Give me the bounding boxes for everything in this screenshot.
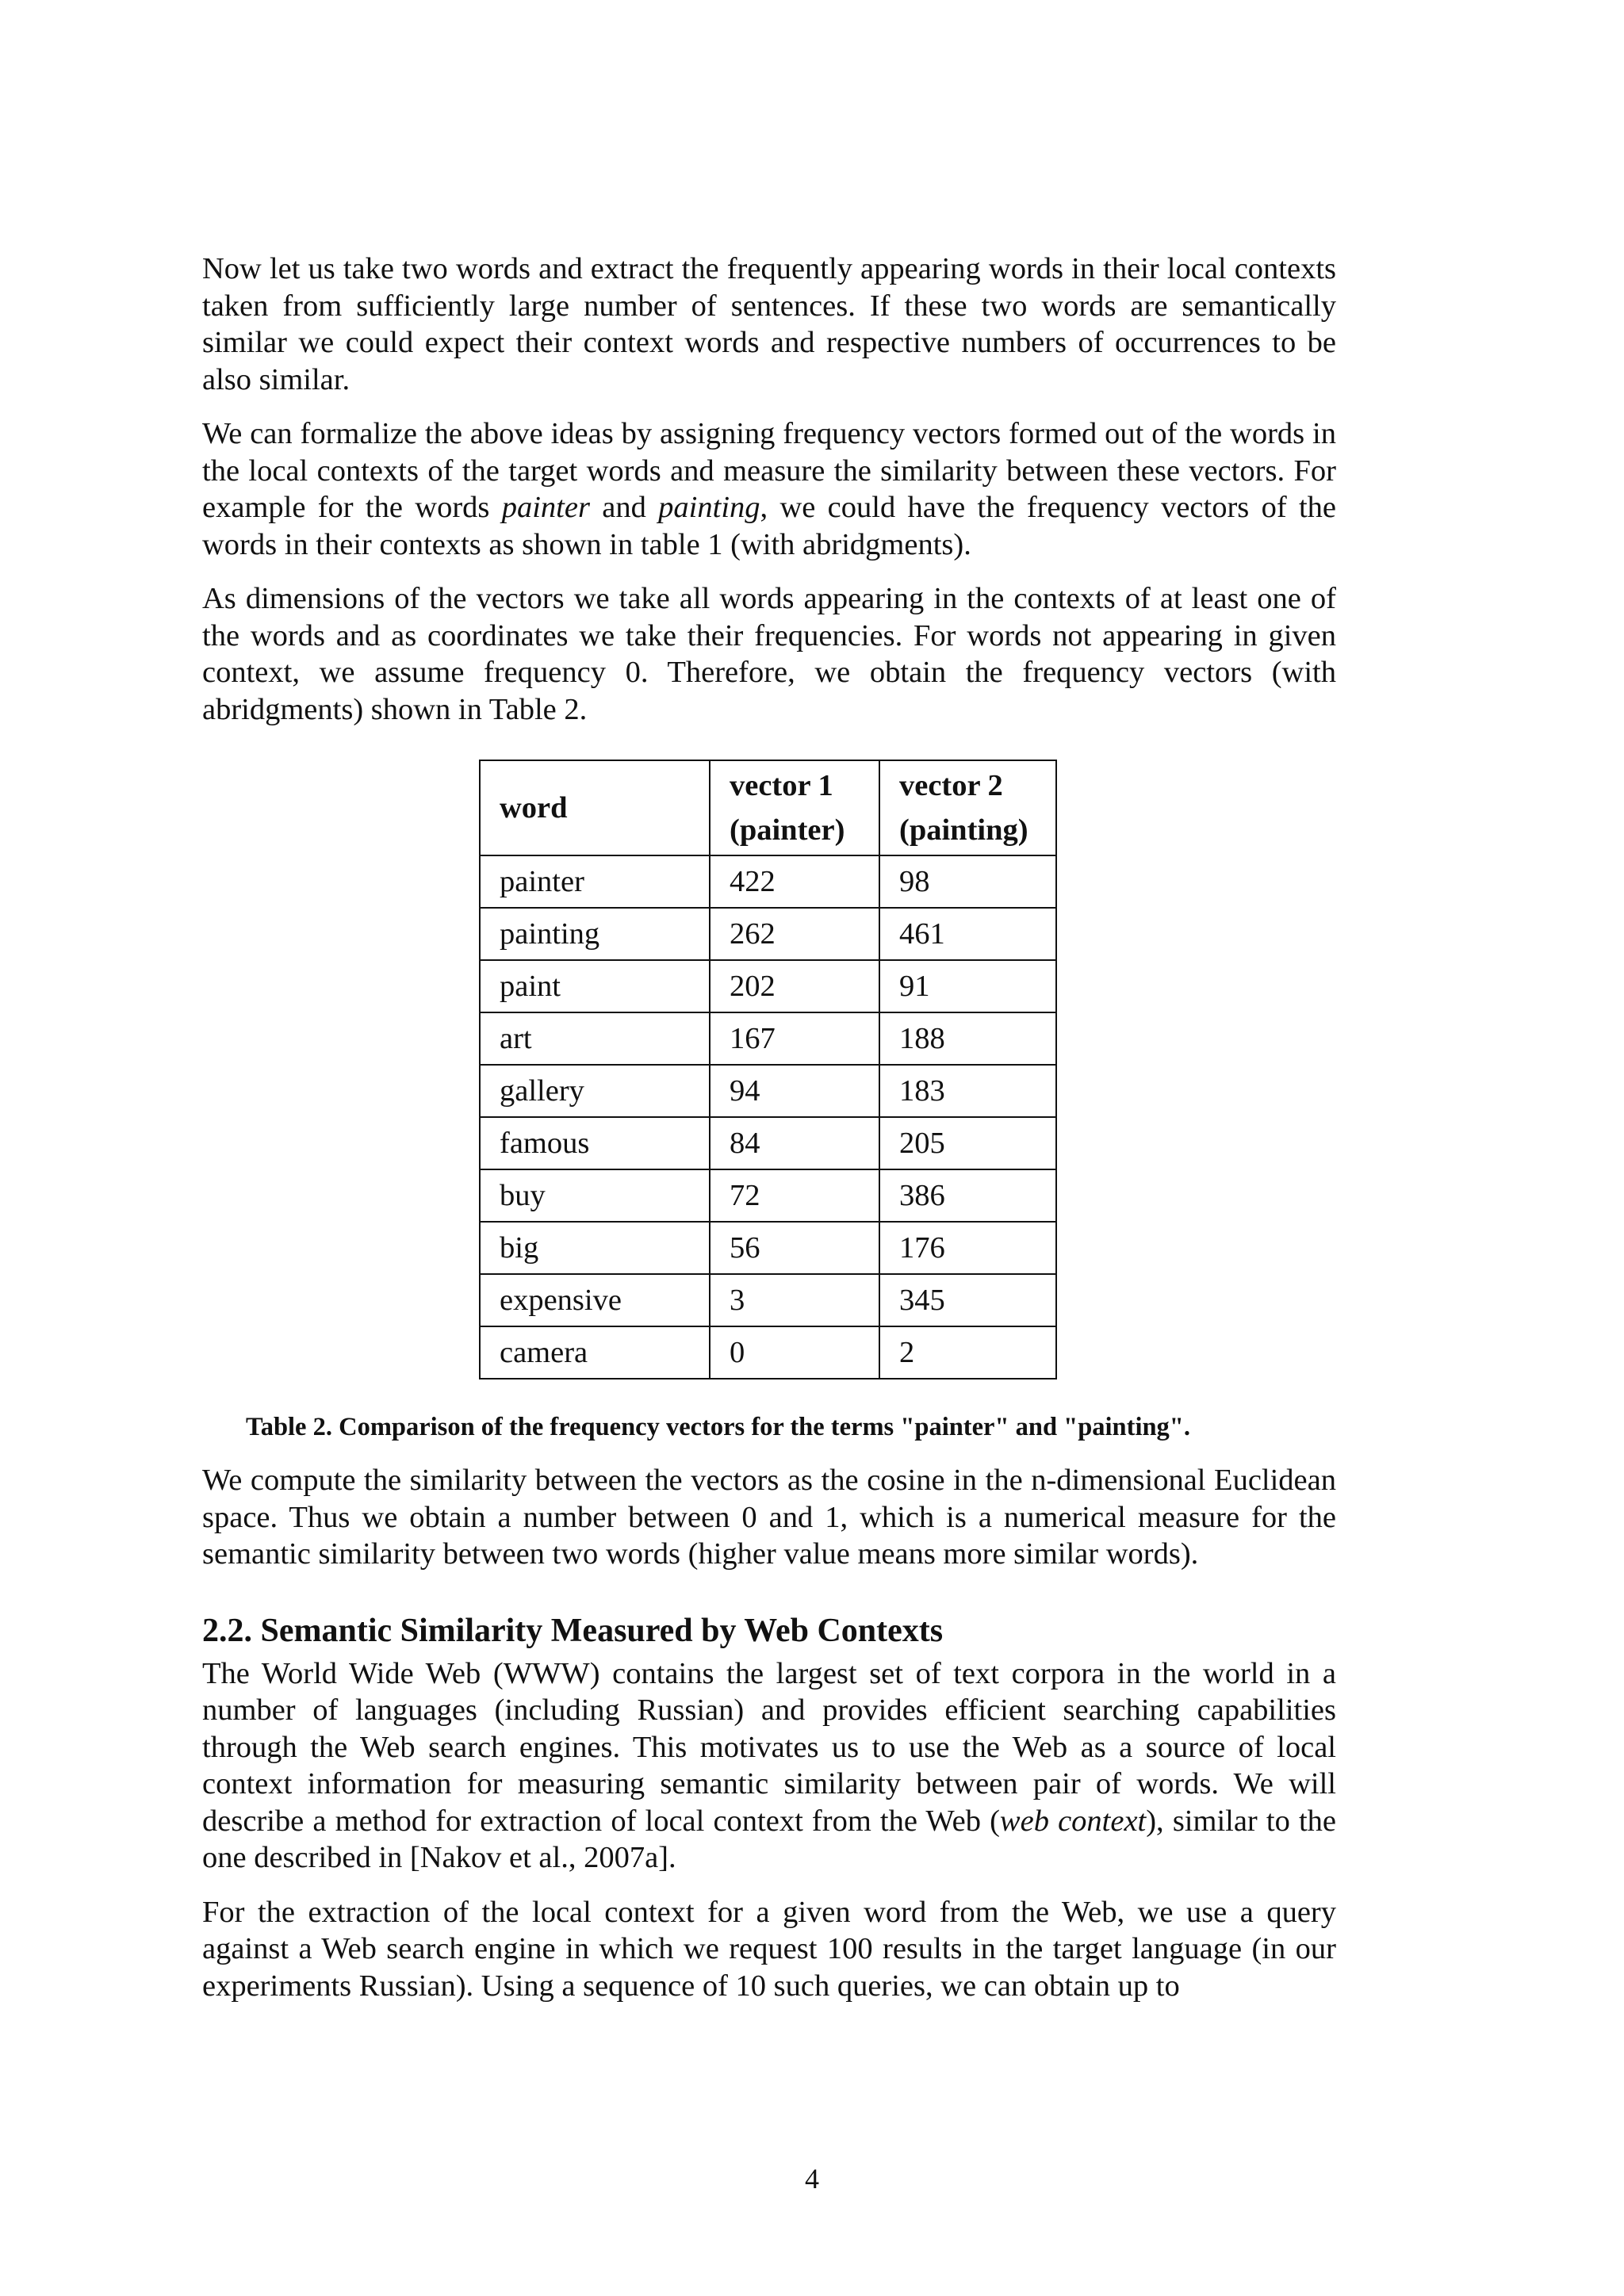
table-row	[480, 1065, 1056, 1117]
table-row	[480, 855, 1056, 908]
cell-vector-1: 56	[710, 1222, 879, 1274]
italic-term: web context	[999, 1804, 1147, 1838]
table-row	[480, 1326, 1056, 1379]
cell-vector-1: 262	[710, 908, 879, 960]
header-vector-2-line2: (painting)	[899, 813, 1028, 847]
paragraph-5	[202, 1655, 1336, 1877]
cell-vector-1: 84	[710, 1117, 879, 1169]
cell-vector-2: 461	[879, 908, 1056, 960]
cell-word: buy	[480, 1169, 710, 1222]
frequency-table-container	[479, 760, 1057, 1380]
cell-vector-2: 183	[879, 1065, 1056, 1117]
text-run: We compute the similarity between the vectors as the cosine in the n-dimensional Euclidean space. Thus we obtain a number between 0 and 1, which is a numerical measure for the semantic similarity between two words (higher value means more similar words).	[202, 1464, 1336, 1571]
table-row	[480, 1169, 1056, 1222]
paragraph-2	[202, 415, 1336, 563]
paragraph-3	[202, 580, 1336, 728]
table-row	[480, 1012, 1056, 1065]
cell-vector-1: 202	[710, 960, 879, 1012]
table-body	[480, 855, 1056, 1379]
cell-word: camera	[480, 1326, 710, 1379]
table-row	[480, 1274, 1056, 1326]
text-run: ), similar to the one described in [Nakov et al., 2007a].	[202, 1804, 1336, 1874]
cell-word: painting	[480, 908, 710, 960]
cell-word: big	[480, 1222, 710, 1274]
page-number: 4	[805, 2163, 819, 2195]
cell-vector-2: 386	[879, 1169, 1056, 1222]
table-row	[480, 960, 1056, 1012]
table-row	[480, 908, 1056, 960]
italic-term: painting	[658, 491, 760, 524]
page-body-top	[202, 251, 1336, 745]
frequency-table	[479, 760, 1057, 1380]
cell-word: famous	[480, 1117, 710, 1169]
cell-word: gallery	[480, 1065, 710, 1117]
cell-vector-1: 422	[710, 855, 879, 908]
section-heading: 2.2. Semantic Similarity Measured by Web Contexts	[202, 1612, 944, 1649]
cell-vector-2: 205	[879, 1117, 1056, 1169]
table-header-row	[480, 760, 1056, 855]
header-word: word	[480, 760, 710, 855]
text-run: We can formalize the above ideas by assigning frequency vectors formed out of the words in the local contexts of the target words and measure the similarity between these vectors. For example for the words	[202, 417, 1336, 524]
text-run: As dimensions of the vectors we take all words appearing in the contexts of at least one of the words and as coordinates we take their frequencies. For words not appearing in given context, we assume frequency 0. Therefore, we obtain the frequency vectors (with abridgments) shown in Table 2.	[202, 582, 1336, 726]
cell-vector-2: 188	[879, 1012, 1056, 1065]
text-run: The World Wide Web (WWW) contains the largest set of text corpora in the world in a number of languages (including Russian) and provides efficient searching capabilities through the Web search engines. This motivates us to use the Web as a source of local context information for measuring semantic similarity between pair of words. We will describe a method for extraction of local context from the Web (	[202, 1656, 1336, 1838]
cell-vector-1: 72	[710, 1169, 879, 1222]
header-vector-1	[710, 760, 879, 855]
italic-term: painter	[501, 491, 590, 524]
header-vector-1-line2: (painter)	[730, 813, 845, 847]
paragraph-4	[202, 1462, 1336, 1573]
paragraph-1	[202, 251, 1336, 398]
header-vector-1-line1: vector 1	[730, 769, 833, 802]
cell-vector-2: 345	[879, 1274, 1056, 1326]
cell-vector-2: 91	[879, 960, 1056, 1012]
header-vector-2	[879, 760, 1056, 855]
cell-vector-2: 176	[879, 1222, 1056, 1274]
cell-word: paint	[480, 960, 710, 1012]
page-body-bottom	[202, 1462, 1336, 2022]
text-run: For the extraction of the local context for a given word from the Web, we use a query against a Web search engine in which we request 100 results in the target language (in our experiments Russian). Using a sequence of 10 such queries, we can obtain up to	[202, 1895, 1336, 2003]
cell-vector-1: 94	[710, 1065, 879, 1117]
table-caption: Table 2. Comparison of the frequency vectors for the terms "painter" and "painting".	[246, 1413, 1190, 1441]
table-row	[480, 1117, 1056, 1169]
text-run: and	[589, 491, 659, 524]
text-run: , we could have the frequency vectors of the words in their contexts as shown in table 1 (with abridgments).	[202, 491, 1337, 561]
cell-word: expensive	[480, 1274, 710, 1326]
cell-word: art	[480, 1012, 710, 1065]
cell-vector-1: 3	[710, 1274, 879, 1326]
header-vector-2-line1: vector 2	[899, 769, 1003, 802]
cell-vector-1: 167	[710, 1012, 879, 1065]
paragraph-6	[202, 1894, 1336, 2005]
cell-vector-1: 0	[710, 1326, 879, 1379]
cell-vector-2: 2	[879, 1326, 1056, 1379]
cell-vector-2: 98	[879, 855, 1056, 908]
text-run: Now let us take two words and extract the frequently appearing words in their local contexts taken from sufficiently large number of sentences. If these two words are semantically similar we could expect their context words and respective numbers of occurrences to be also similar.	[202, 252, 1336, 396]
cell-word: painter	[480, 855, 710, 908]
table-row	[480, 1222, 1056, 1274]
